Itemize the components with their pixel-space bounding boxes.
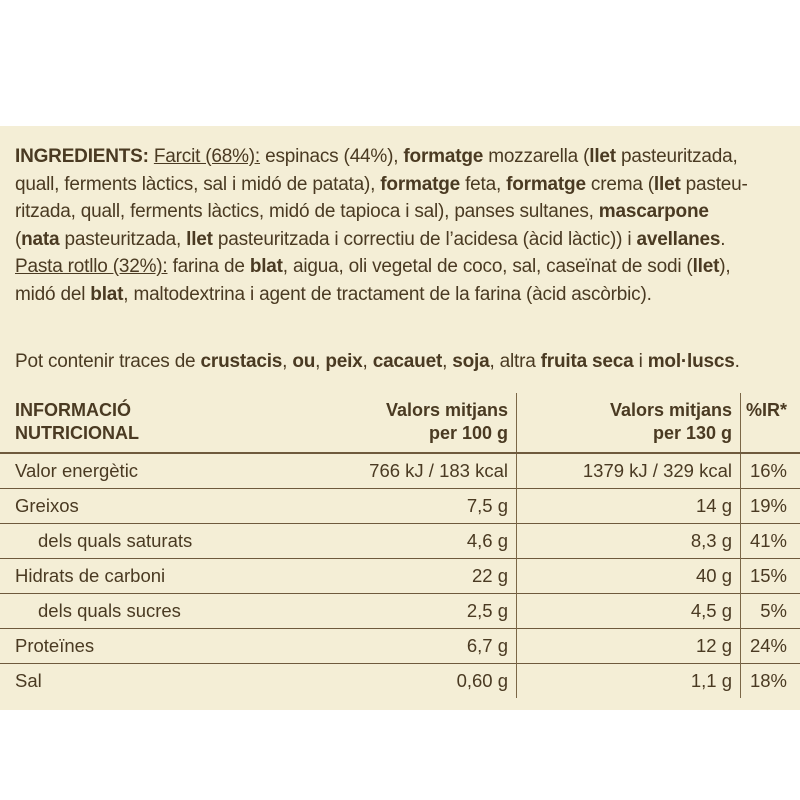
ingredients-line: [15, 143, 790, 171]
trace-text: , altra: [489, 351, 541, 372]
ingredient-allergen: formatge: [380, 173, 460, 195]
value-per-130g: 40 g: [517, 559, 741, 594]
ingredient-text: pasteuritzada,: [615, 146, 738, 167]
reference-intake-percent: 15%: [749, 565, 787, 586]
trace-allergen: crustacis: [200, 351, 283, 372]
nutrition-table-header-row: [0, 393, 800, 453]
ingredient-text: pasteu-: [680, 173, 748, 195]
value-per-130g: 4,5 g: [517, 594, 741, 629]
value-per-100g: 0,60 g: [276, 664, 517, 699]
value-per-100g: 7,5 g: [276, 489, 517, 524]
ingredient-text: espinacs (44%),: [260, 146, 404, 167]
ingredient-text: mozzarella (: [483, 146, 590, 167]
nutrition-row: [0, 524, 800, 559]
reference-intake-percent: 5%: [760, 600, 787, 621]
ingredients-line: [15, 198, 790, 226]
reference-intake-percent: 41%: [749, 530, 787, 551]
ingredient-text: midó del: [15, 283, 91, 305]
nutrient-name: Sal: [15, 670, 42, 691]
trace-text: ,: [442, 351, 453, 372]
header-per-100g-line2: per 100 g: [428, 423, 508, 443]
nutrition-row: [0, 664, 800, 699]
ingredient-text: farina de: [167, 256, 250, 277]
trace-text: ,: [315, 351, 326, 372]
allergen-traces-statement: [15, 348, 790, 375]
ingredient-text: , aigua, oli vegetal de coco, sal, caseïnat de sodi (: [282, 256, 693, 277]
ingredient-allergen: blat: [90, 283, 124, 305]
nutrition-row: [0, 629, 800, 664]
header-per-130g-line2: per 130 g: [652, 423, 732, 443]
value-per-100g: 4,6 g: [276, 524, 517, 559]
value-per-130g: 8,3 g: [517, 524, 741, 559]
ingredient-allergen: nata: [21, 228, 60, 250]
ingredient-text: feta,: [460, 173, 507, 195]
trace-text: ,: [282, 351, 293, 372]
header-per-100g: [276, 393, 517, 453]
ingredient-allergen: blat: [249, 256, 283, 277]
value-per-130g: 1379 kJ / 329 kcal: [517, 453, 741, 489]
value-per-130g: 14 g: [517, 489, 741, 524]
nutrition-row: [0, 594, 800, 629]
ingredients-line: [15, 171, 790, 199]
header-nutrition-info-line1: INFORMACIÓ: [15, 400, 131, 420]
reference-intake-percent: 19%: [749, 495, 787, 516]
ingredient-text: ritzada, quall, ferments làctics, midó de tapioca i sal), panses sultanes,: [15, 201, 599, 222]
nutrient-name: Valor energètic: [15, 460, 139, 481]
trace-text: .: [734, 351, 740, 372]
ingredient-text: .: [720, 228, 726, 250]
ingredient-allergen: llet: [589, 146, 616, 167]
value-per-130g: 12 g: [517, 629, 741, 664]
header-per-100g-line1: Valors mitjans: [385, 400, 508, 420]
ingredient-allergen: avellanes: [636, 228, 721, 250]
value-per-100g: 2,5 g: [276, 594, 517, 629]
nutrition-table: [0, 393, 800, 698]
nutrition-row: [0, 559, 800, 594]
header-reference-intake: [741, 393, 800, 453]
nutrition-row: [0, 453, 800, 489]
ingredient-allergen: formatge: [403, 146, 484, 167]
header-per-130g: [517, 393, 741, 453]
ingredient-section-label: Farcit (68%):: [153, 146, 261, 167]
nutrient-name: dels quals sucres: [38, 600, 181, 621]
nutrient-name: Greixos: [15, 495, 79, 516]
header-reference-intake-label: %IR*: [745, 400, 787, 420]
reference-intake-percent: 18%: [749, 670, 787, 691]
trace-allergen: fruita seca: [540, 351, 634, 372]
header-nutrition-info-line2: NUTRICIONAL: [15, 423, 139, 443]
value-per-100g: 766 kJ / 183 kcal: [276, 453, 517, 489]
nutrition-row: [0, 489, 800, 524]
ingredient-text: pasteuritzada,: [59, 228, 187, 250]
trace-text: i: [633, 351, 648, 372]
ingredients-list: [15, 143, 790, 308]
trace-allergen: ou: [292, 351, 316, 372]
ingredients-line: [15, 253, 790, 281]
nutrient-name: Proteïnes: [15, 635, 95, 656]
ingredient-allergen: formatge: [506, 173, 586, 195]
ingredient-text: quall, ferments làctics, sal i midó de patata),: [15, 173, 381, 195]
ingredient-text: pasteuritzada i correctiu de l’acidesa (àcid làctic)) i: [212, 228, 637, 250]
reference-intake-percent: 24%: [749, 635, 787, 656]
header-nutrition-info: [0, 393, 276, 453]
header-per-130g-line1: Valors mitjans: [609, 400, 732, 420]
ingredients-line: [15, 226, 790, 254]
ingredients-line: [15, 281, 790, 309]
nutrient-name: dels quals saturats: [38, 530, 193, 551]
ingredient-allergen: llet: [653, 173, 681, 195]
ingredient-text: crema (: [585, 173, 654, 195]
value-per-130g: 1,1 g: [517, 664, 741, 699]
trace-text: ,: [362, 351, 373, 372]
ingredient-allergen: llet: [692, 256, 720, 277]
ingredient-text: (: [15, 228, 22, 250]
ingredient-allergen: llet: [186, 228, 213, 250]
ingredient-text: , maltodextrina i agent de tractament de la farina (àcid ascòrbic).: [123, 283, 652, 305]
trace-allergen: cacauet: [372, 351, 443, 372]
nutrient-name: Hidrats de carboni: [15, 565, 166, 586]
ingredients-heading: INGREDIENTS:: [15, 146, 149, 167]
trace-text: Pot contenir traces de: [15, 351, 201, 372]
trace-allergen: soja: [452, 351, 490, 372]
value-per-100g: 22 g: [276, 559, 517, 594]
ingredient-allergen: mascarpone: [598, 201, 709, 222]
value-per-100g: 6,7 g: [276, 629, 517, 664]
ingredient-section-label: Pasta rotllo (32%):: [15, 256, 168, 277]
trace-allergen: peix: [325, 351, 363, 372]
reference-intake-percent: 16%: [749, 460, 787, 481]
trace-allergen: mol·luscs: [647, 351, 735, 372]
ingredient-text: ),: [719, 256, 731, 277]
